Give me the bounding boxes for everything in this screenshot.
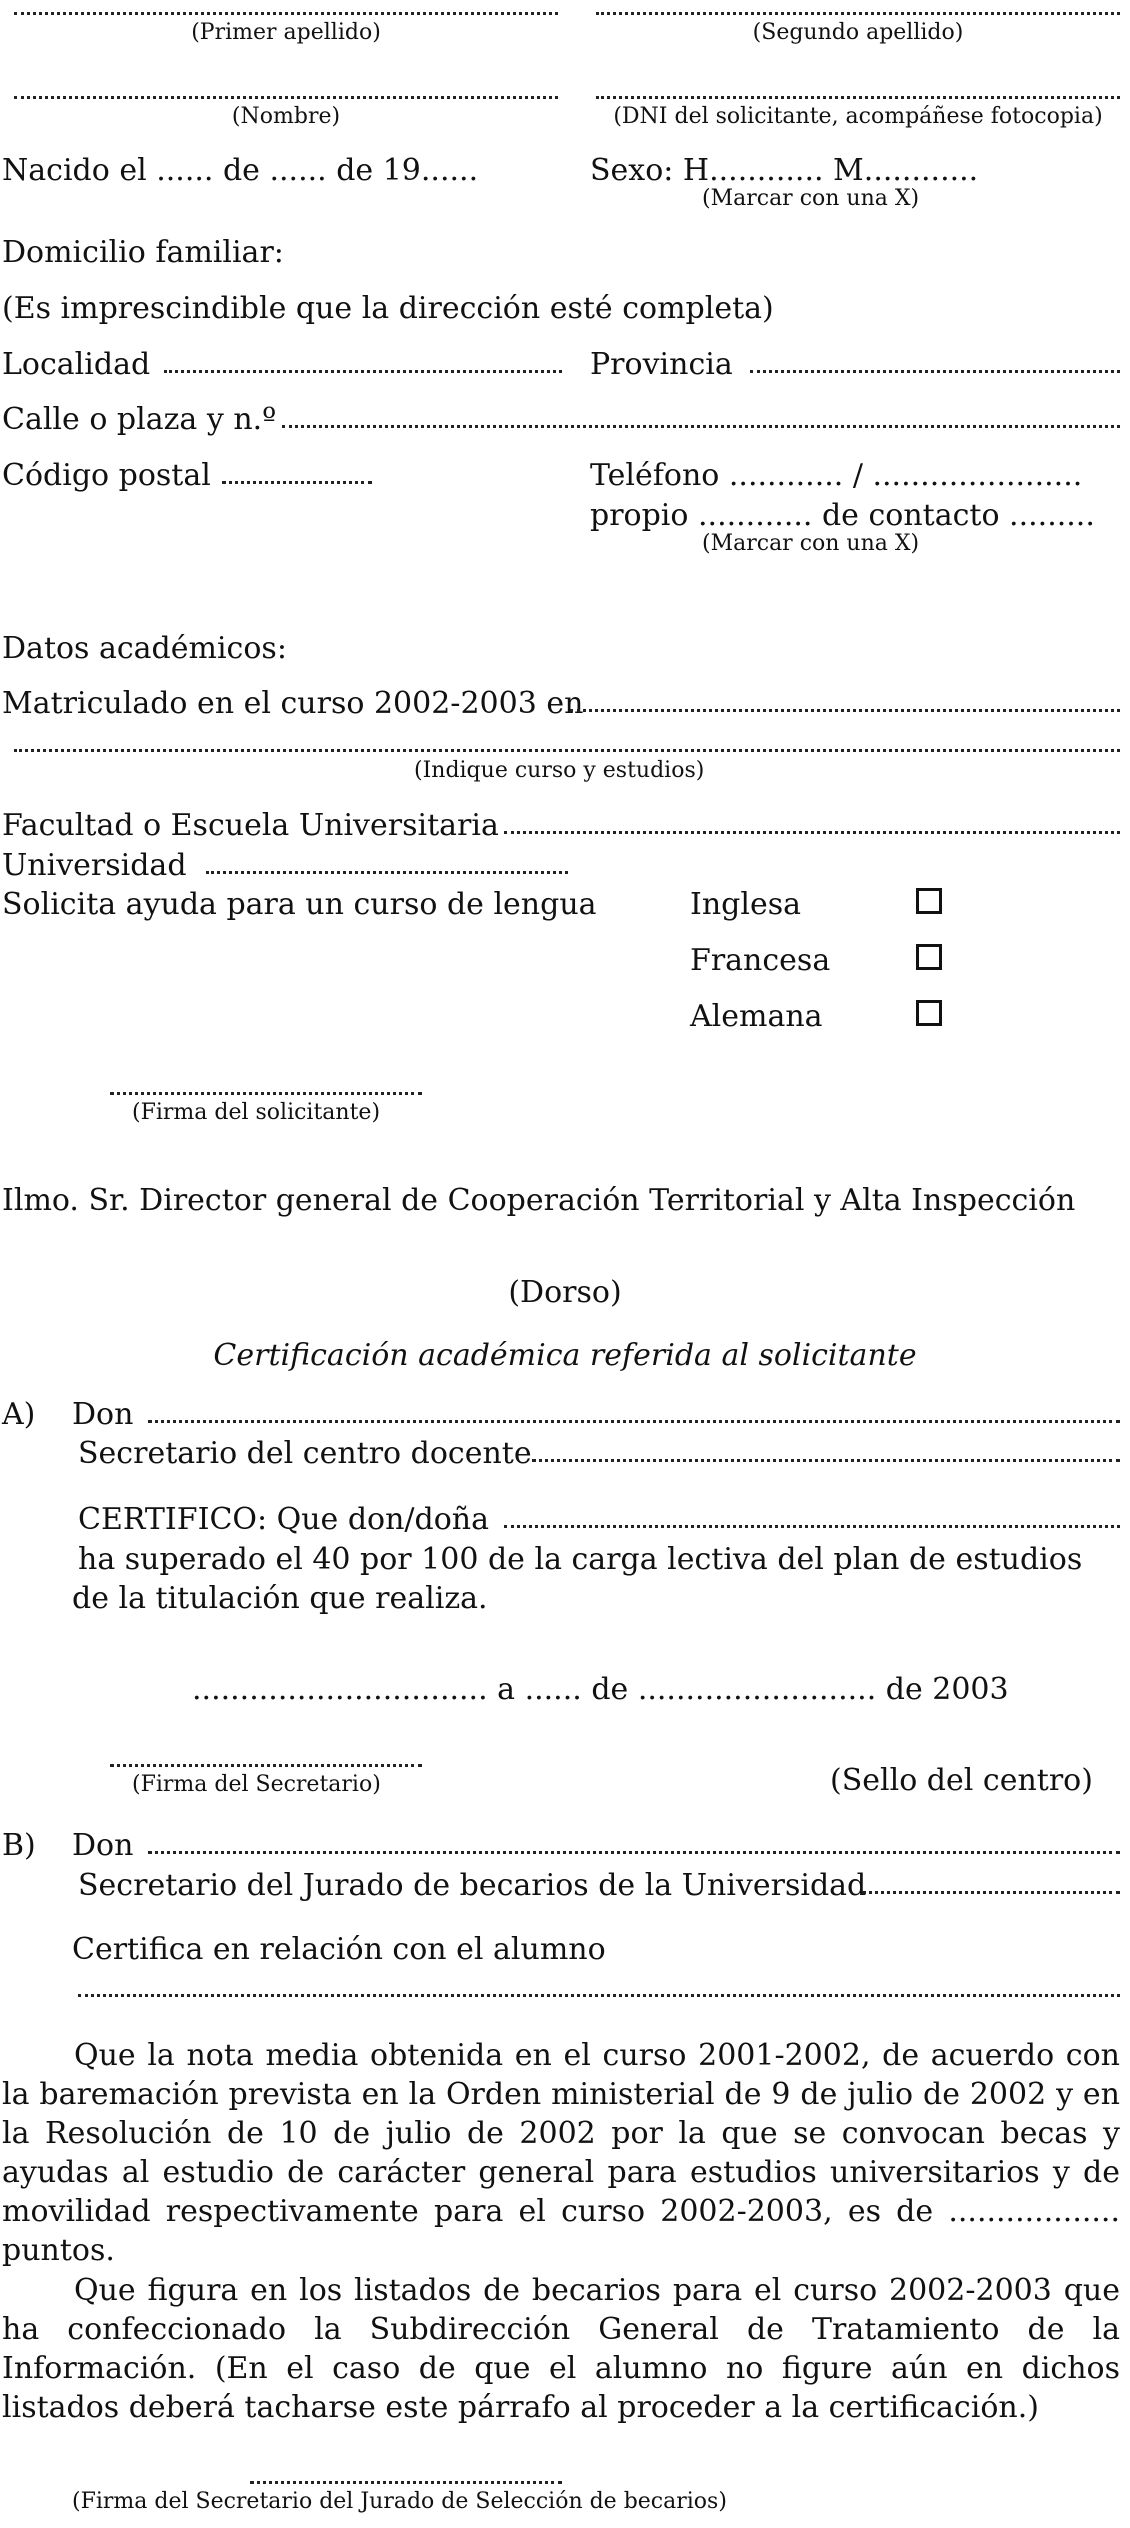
facultad-line[interactable] <box>504 831 1120 834</box>
section-b-secretario-label: Secretario del Jurado de becarios de la Universidad <box>78 1868 867 1903</box>
lang-alemana-checkbox[interactable] <box>916 1000 942 1026</box>
matriculado-label: Matriculado en el curso 2002-2003 en <box>2 686 584 721</box>
lang-francesa-label: Francesa <box>690 943 831 978</box>
localidad-label: Localidad <box>2 347 151 382</box>
firma-jurado-label: (Firma del Secretario del Jurado de Selección de becarios) <box>72 2489 727 2514</box>
certifico-label: CERTIFICO: Que don/doña <box>78 1502 490 1537</box>
solicita-label: Solicita ayuda para un curso de lengua <box>2 887 597 922</box>
sexo-marcar-hint: (Marcar con una X) <box>702 186 920 211</box>
superado-line-1: ha superado el 40 por 100 de la carga lectiva del plan de estudios <box>78 1542 1083 1577</box>
calle-line[interactable] <box>282 425 1120 428</box>
section-b-don-line[interactable] <box>148 1851 1120 1854</box>
firma-solicitante-label: (Firma del solicitante) <box>132 1100 381 1125</box>
certifico-line[interactable] <box>504 1525 1120 1528</box>
imprescindible-note: (Es imprescindible que la dirección esté completa) <box>2 291 774 326</box>
universidad-label: Universidad <box>2 848 187 883</box>
certificacion-title: Certificación académica referida al solicitante <box>213 1338 917 1373</box>
section-a-don-line[interactable] <box>148 1420 1120 1423</box>
firma-solicitante-line[interactable] <box>110 1092 422 1095</box>
dorso-heading: (Dorso) <box>508 1275 622 1310</box>
section-b-secretario-line[interactable] <box>862 1891 1120 1894</box>
section-a-don-label: Don <box>72 1397 134 1432</box>
estudios-line[interactable] <box>14 749 1120 752</box>
indique-hint: (Indique curso y estudios) <box>414 758 705 783</box>
datos-academicos-label: Datos académicos: <box>2 631 287 666</box>
primer-apellido-line[interactable] <box>14 12 558 15</box>
dni-line[interactable] <box>596 96 1120 99</box>
segundo-apellido-label: (Segundo apellido) <box>752 20 964 45</box>
section-b-don-label: Don <box>72 1828 134 1863</box>
provincia-label: Provincia <box>590 347 733 382</box>
lang-inglesa-checkbox[interactable] <box>916 888 942 914</box>
fecha-field[interactable]: ............................... a ...... de ......................... de 2003 <box>192 1672 1009 1707</box>
nombre-label: (Nombre) <box>231 104 341 129</box>
sexo-field[interactable]: Sexo: H............ M............ <box>590 153 979 188</box>
alumno-line[interactable] <box>78 1994 1120 1997</box>
domicilio-label: Domicilio familiar: <box>2 235 284 270</box>
section-a-letter: A) <box>2 1397 36 1432</box>
telefono-propio-field[interactable]: propio ............ de contacto ......... <box>590 498 1095 533</box>
localidad-line[interactable] <box>164 370 562 373</box>
lang-francesa-checkbox[interactable] <box>916 944 942 970</box>
segundo-apellido-line[interactable] <box>596 12 1120 15</box>
calle-label: Calle o plaza y n.º <box>2 402 277 437</box>
addressee: Ilmo. Sr. Director general de Cooperación Territorial y Alta Inspección <box>2 1183 1076 1218</box>
listados-text: Que figura en los listados de becarios para el curso 2002-2003 que ha confeccionado la Subdirección General de Tratamiento de la Información. (En el caso de que el alumno no figure aún en dichos listados deberá tacharse este párrafo al proceder a la certificación.) <box>2 2273 1120 2425</box>
codigo-postal-label: Código postal <box>2 458 211 493</box>
superado-line-2: de la titulación que realiza. <box>72 1581 488 1616</box>
lang-inglesa-label: Inglesa <box>690 887 802 922</box>
dni-label: (DNI del solicitante, acompáñese fotocopia) <box>613 104 1103 129</box>
telefono-field[interactable]: Teléfono ............ / ...................... <box>590 458 1083 493</box>
firma-jurado-line[interactable] <box>250 2481 562 2484</box>
nombre-line[interactable] <box>14 96 558 99</box>
provincia-line[interactable] <box>750 370 1120 373</box>
nota-media-paragraph <box>2 2036 1120 2270</box>
section-a-secretario-line[interactable] <box>532 1459 1120 1462</box>
telefono-marcar-hint: (Marcar con una X) <box>702 531 920 556</box>
codigo-postal-line[interactable] <box>222 481 372 484</box>
sello-centro-label: (Sello del centro) <box>830 1763 1093 1798</box>
section-b-letter: B) <box>2 1828 36 1863</box>
matriculado-line[interactable] <box>570 709 1120 712</box>
nota-media-text: Que la nota media obtenida en el curso 2001-2002, de acuerdo con la baremación prevista en la Orden ministerial de 9 de julio de 2002 y en la Resolución de 10 de julio de 2002 por la que se convocan becas y ayudas al estudio de carácter general para estudios universitarios y de movilidad respectivamente para el curso 2002-2003, es de .................. puntos. <box>2 2038 1120 2268</box>
nacido-field[interactable]: Nacido el ...... de ...... de 19...... <box>2 153 479 188</box>
universidad-line[interactable] <box>206 871 568 874</box>
firma-secretario-line[interactable] <box>110 1764 422 1767</box>
certifica-label: Certifica en relación con el alumno <box>72 1932 606 1967</box>
listados-paragraph <box>2 2271 1120 2427</box>
lang-alemana-label: Alemana <box>690 999 823 1034</box>
primer-apellido-label: (Primer apellido) <box>191 20 381 45</box>
firma-secretario-label: (Firma del Secretario) <box>132 1772 381 1797</box>
facultad-label: Facultad o Escuela Universitaria <box>2 808 499 843</box>
section-a-secretario-label: Secretario del centro docente <box>78 1436 532 1471</box>
